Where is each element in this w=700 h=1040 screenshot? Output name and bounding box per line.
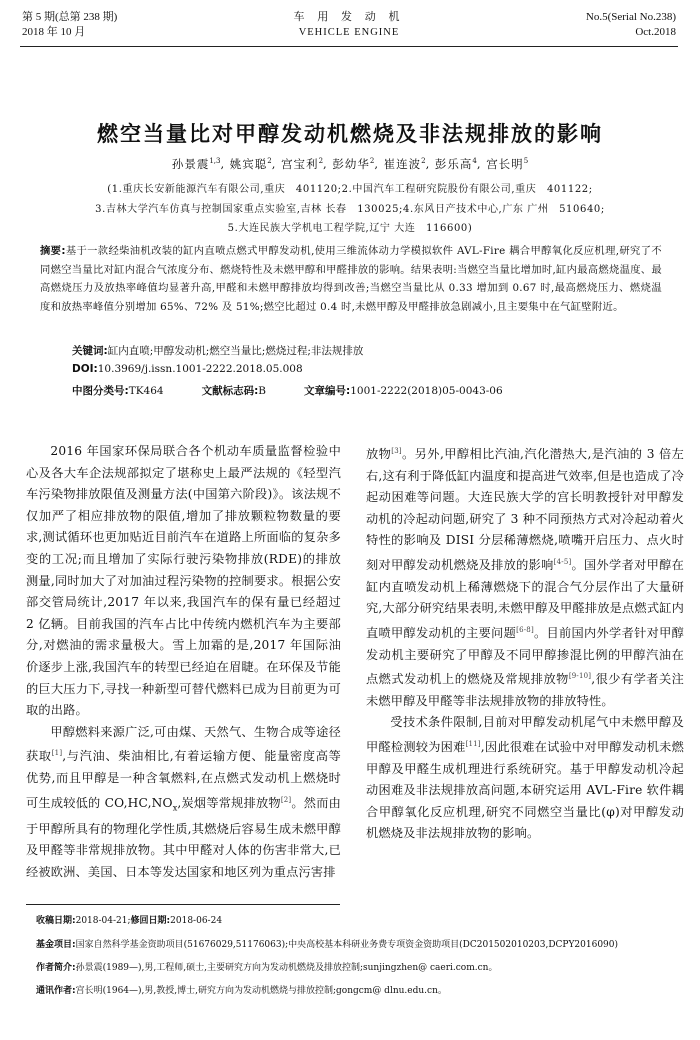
citation: [4-5] xyxy=(553,558,572,567)
header-divider xyxy=(20,46,678,47)
body-paragraph: 放物[3]。另外,甲醇相比汽油,汽化潜热大,是汽油的 3 倍左右,这有利于降低缸内温度和提高进气效率,但是也造成了冷起动困难等问题。大连民族大学的宫长明教授针对甲醇发动机的冷起动问题,研究了 3 种不同预热方式对冷起动着火特性的影响及 DISI 分层稀薄燃烧,喷嘴开启压力、点火时刻对甲醇发动机燃烧及排放的影响[4-5]。国外学者对甲醇在缸内直喷发动机上稀薄燃烧下的混合气分层作出了大量研究,大部分研究结果表明,未燃甲醇及甲醛排放是点燃式缸内直喷甲醇发动机的主要问题[6-8]。目前国内外学者针对甲醇发动机主要研究了甲醇及不同甲醇掺混比例的甲醇汽油在点燃式发动机上的燃烧及常规排放物[9-10],很少有学者关注未燃甲醇及甲醛等非法规排放物的排放特性。 xyxy=(366,447,685,708)
affiliation-line: 5.大连民族大学机电工程学院,辽宁 大连 116600) xyxy=(227,223,473,234)
affiliation-line: 3.吉林大学汽车仿真与控制国家重点实验室,吉林 长春 130025;4.东风日产技术中心,广东 广州 510640; xyxy=(95,204,605,215)
footnote-divider xyxy=(26,904,340,905)
received-label: 收稿日期: xyxy=(36,916,76,926)
body-paragraph: 甲醇燃料来源广泛,可由煤、天然气、生物合成等途径获取[1],与汽油、柴油相比,有着运输方便、能量密度高等优势,而且甲醇是一种含氧燃料,在点燃式发动机上燃烧时可生成较低的 $CO,HC,NO_x$,炭烟等常规排放物[2]。然而由于甲醇所具有的物理化学性质,其燃烧后容易生成未燃甲醇及甲醛等非常规排放物。其中甲醛对人体的伤害非常大,已经被欧洲、美国、日本等发达国家和地区列为重点污害排 xyxy=(26,724,341,879)
classification-line xyxy=(72,383,503,398)
article-number-label: 文章编号: xyxy=(304,385,351,397)
author-affiliation-mark: 1,3 xyxy=(209,157,221,166)
doi-label: DOI: xyxy=(72,363,98,375)
received-date: 2018-04-21; xyxy=(75,916,131,926)
author-bio-label: 作者简介: xyxy=(36,963,76,973)
author-name: 崔连波 xyxy=(383,157,422,171)
clc-value: TK464 xyxy=(128,385,164,397)
header-right xyxy=(586,10,676,40)
author-affiliation-mark: 5 xyxy=(523,157,529,166)
corresponding-text: 宫长明(1964—),男,教授,博士,研究方向为发动机燃烧与排放控制;gongcm@ dlnu.edu.cn。 xyxy=(75,986,447,996)
citation: [9-10] xyxy=(568,672,592,681)
keywords-label: 关键词: xyxy=(72,345,108,357)
body-paragraph: 受技术条件限制,目前对甲醇发动机尾气中未燃甲醇及甲醛检测较为困难[11],因此很难在试验中对甲醇发动机未燃甲醇及甲醛生成机理进行系统研究。基于甲醇发动机冷起动困难及非法规排放高问题,本研究运用 AVL-Fire 软件耦合甲醇氧化反应机理,研究不同燃空当量比(φ)对甲醇发动机燃烧及非法规排放物的影响。 xyxy=(366,715,684,841)
doc-code-value: B xyxy=(258,385,267,397)
author-list: 孙景震$^{1,3}$, 姚宾聪$^2$, 宫宝利$^2$, 彭幼华$^2$, 崔连波$^2$, 彭乐高$^4$, 宫长明$^5$ xyxy=(171,157,529,171)
issue-date-en: Oct.2018 xyxy=(635,26,676,38)
fund-label: 基金项目: xyxy=(36,940,76,950)
author-affiliation-mark: 2 xyxy=(421,157,426,166)
author-affiliation-mark: 2 xyxy=(267,157,272,166)
author-name: 孙景震 xyxy=(171,157,210,171)
citation: [6-8] xyxy=(516,625,534,634)
keywords xyxy=(72,343,363,358)
issue-date: 2018 年 10 月 xyxy=(22,26,86,38)
running-header xyxy=(22,10,676,50)
footnote-fund xyxy=(36,939,676,952)
author-name: 姚宾聪 xyxy=(229,157,268,171)
issue-number-en: No.5(Serial No.238) xyxy=(585,11,676,23)
doc-code-label: 文献标志码: xyxy=(201,385,259,397)
doi xyxy=(72,363,303,375)
author-name: 宫宝利 xyxy=(281,157,319,171)
issue-number: 第 5 期(总第 238 期) xyxy=(22,11,118,23)
paper-title: 燃空当量比对甲醇发动机燃烧及非法规排放的影响 xyxy=(97,122,603,146)
citation: [11] xyxy=(465,739,481,748)
author-bio-text: 孙景震(1989—),男,工程师,硕士,主要研究方向为发动机燃烧及排放控制;sunjingzhen@ caeri.com.cn。 xyxy=(75,963,498,973)
affiliation-line: (1.重庆长安新能源汽车有限公司,重庆 401120;2.中国汽车工程研究院股份有限公司,重庆 401122; xyxy=(107,184,593,195)
revised-label: 修回日期: xyxy=(130,916,171,926)
author-name: 彭乐高 xyxy=(434,157,473,171)
body-column-right xyxy=(366,441,684,845)
author-name: 彭幼华 xyxy=(332,157,370,171)
fund-text: 国家自然科学基金资助项目(51676029,51176063);中央高校基本科研业务费专项资金资助项目(DC201502010203,DCPY2016090) xyxy=(75,940,619,950)
clc-label: 中图分类号: xyxy=(72,385,129,397)
footnote-dates xyxy=(36,915,676,928)
footnote-corresponding xyxy=(36,985,676,998)
body-paragraph: 2016 年国家环保局联合各个机动车质量监督检验中心及各大车企法规部拟定了堪称史上最严法规的《轻型汽车污染物排放限值及测量方法(中国第六阶段)》。该法规不仅加严了相应排放物的限值,增加了排放颗粒物数量的要求,测试循环也更加贴近目前汽车在道路上所面临的复杂多变的工况;而且增加了实际行驶污染物排放(RDE)的排放测量,同时加大了对加油过程污染物的控制要求。根据公安部交管局统计,2017 年以来,我国汽车的保有量已经超过 2 亿辆。目前我国的汽车占比中传统内燃机汽车为主要部分,对燃油的需求量极大。雪上加霜的是,2017 年国际油价逐步上涨,我国汽车的转型已经迫在眉睫。在环保及节能的巨大压力下,寻找一种新型可替代燃料已成为目前更为可取的出路。 xyxy=(26,444,341,718)
author-affiliation-mark: 4 xyxy=(472,157,477,166)
author-affiliation-mark: 2 xyxy=(318,157,324,166)
article-number-value: 1001-2222(2018)05-0043-06 xyxy=(350,385,503,397)
corresponding-label: 通讯作者: xyxy=(36,986,76,996)
keywords-text: 缸内直喷;甲醇发动机;燃空当量比;燃烧过程;非法规排放 xyxy=(107,345,364,357)
footnote-author xyxy=(36,962,676,975)
author-affiliation-mark: 2 xyxy=(369,157,375,166)
citation: [1] xyxy=(51,749,63,758)
abstract-label: 摘要: xyxy=(40,245,66,257)
journal-name-en: VEHICLE ENGINE xyxy=(298,27,400,38)
citation: [2] xyxy=(280,795,292,804)
author-name: 宫长明 xyxy=(486,157,524,171)
body-column-left xyxy=(26,441,341,883)
journal-name-cn: 车 用 发 动 机 xyxy=(293,11,405,23)
abstract xyxy=(40,242,662,316)
doi-value: 10.3969/j.issn.1001-2222.2018.05.008 xyxy=(97,363,303,375)
abstract-text: 基于一款经柴油机改装的缸内直喷点燃式甲醇发动机,使用三维流体动力学模拟软件 AVL-Fire 耦合甲醇氧化反应机理,研究了不同燃空当量比对缸内混合气浓度分布、燃烧特性及未燃甲醇和甲醛排放的影响。结果表明:当燃空当量比增加时,缸内最高燃烧温度、最高燃烧压力及放热率峰值均显著升高,甲醛和未燃甲醇排放均得到改善;当燃空当量比从 0.33 增加到 0.67 时,最高燃烧压力、燃烧温度和放热率峰值分别增加 65%、72% 及 51%;燃空比超过 0.4 时,未燃甲醇及甲醛排放急剧减小,且主要集中在气缸壁附近。 xyxy=(40,245,662,313)
revised-date: 2018-06-24 xyxy=(170,916,223,926)
citation: [3] xyxy=(391,447,402,455)
header-center xyxy=(22,10,676,40)
